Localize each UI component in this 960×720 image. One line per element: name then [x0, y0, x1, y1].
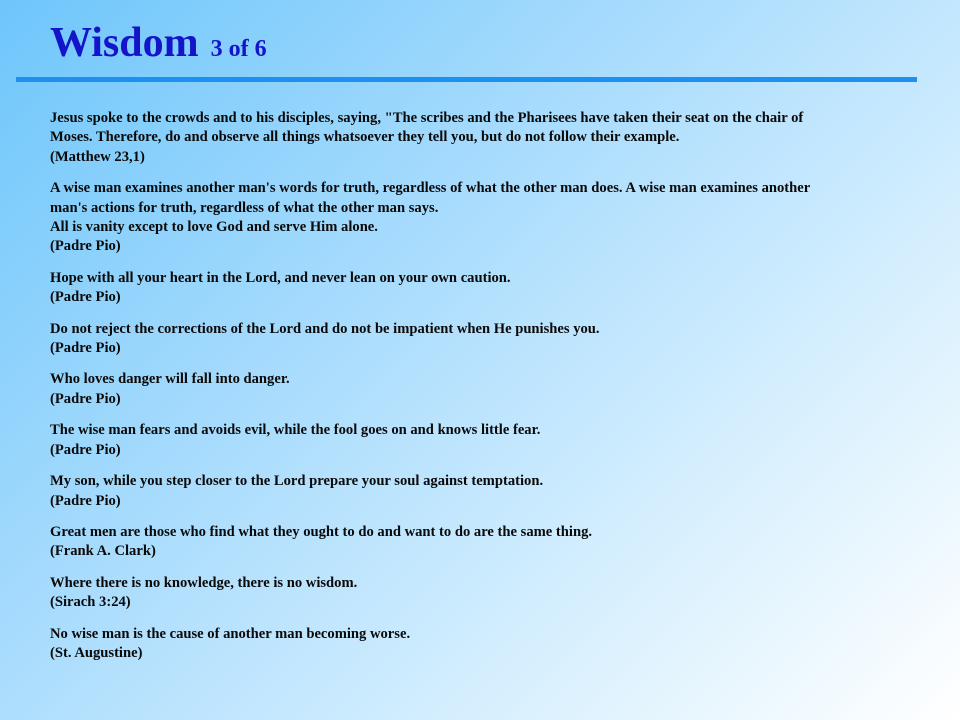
quote-line: Hope with all your heart in the Lord, and never lean on your own caution.	[50, 269, 511, 286]
quote-line: No wise man is the cause of another man becoming worse.	[50, 625, 411, 642]
slide-page-indicator: 3 of 6	[210, 36, 267, 62]
slide-title-text: Wisdom	[50, 20, 199, 66]
quote-line: Moses. Therefore, do and observe all things whatsoever they tell you, but do not follow their example.	[50, 129, 680, 146]
quote-line: All is vanity except to love God and serve Him alone.	[50, 219, 378, 236]
quote-item	[50, 370, 900, 409]
quote-line: Who loves danger will fall into danger.	[50, 371, 290, 388]
quote-list	[50, 109, 900, 675]
slide-title	[50, 22, 267, 64]
quote-source: (Padre Pio)	[50, 441, 121, 458]
quote-source: (Padre Pio)	[50, 390, 121, 407]
quote-item	[50, 320, 900, 359]
quote-line: Do not reject the corrections of the Lord and do not be impatient when He punishes you.	[50, 320, 600, 337]
quote-source: (St. Augustine)	[50, 644, 143, 661]
quote-line: The wise man fears and avoids evil, while the fool goes on and knows little fear.	[50, 422, 541, 439]
quote-item	[50, 625, 900, 664]
quote-source: (Padre Pio)	[50, 492, 121, 509]
quote-item	[50, 574, 900, 613]
quote-line: A wise man examines another man's words for truth, regardless of what the other man does. A wise man examines another	[50, 180, 811, 197]
quote-item	[50, 179, 900, 257]
quote-line: man's actions for truth, regardless of what the other man says.	[50, 199, 439, 216]
quote-source: (Padre Pio)	[50, 238, 121, 255]
quote-item	[50, 472, 900, 511]
quote-line: Where there is no knowledge, there is no wisdom.	[50, 574, 358, 591]
quote-item	[50, 421, 900, 460]
quote-line: Jesus spoke to the crowds and to his disciples, saying, "The scribes and the Pharisees have taken their seat on the chair of	[50, 110, 804, 126]
quote-line: My son, while you step closer to the Lord prepare your soul against temptation.	[50, 473, 544, 490]
quote-line: Great men are those who find what they ought to do and want to do are the same thing.	[50, 523, 593, 540]
quote-source: (Padre Pio)	[50, 340, 121, 357]
quote-item	[50, 109, 900, 167]
quote-item	[50, 269, 900, 308]
title-divider	[16, 77, 917, 82]
quote-source: (Frank A. Clark)	[50, 543, 156, 560]
quote-item	[50, 523, 900, 562]
quote-source: (Padre Pio)	[50, 289, 121, 306]
quote-source: (Sirach 3:24)	[50, 594, 131, 611]
quote-source: (Matthew 23,1)	[50, 148, 145, 165]
